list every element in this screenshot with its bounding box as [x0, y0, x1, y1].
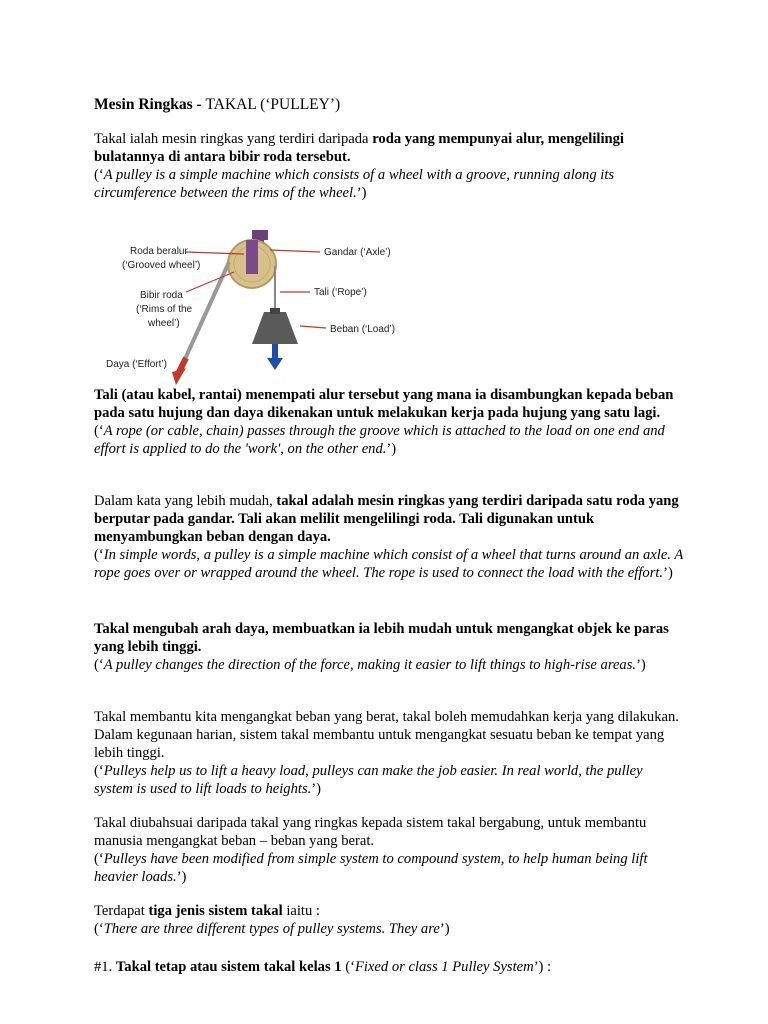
label-effort: Daya (‘Effort’): [106, 359, 167, 370]
paragraph-three-types: [94, 902, 684, 938]
leader-load: [300, 326, 326, 328]
p7-bold: tiga jenis sistem takal: [148, 903, 283, 919]
p1-text: Takal ialah mesin ringkas yang terdiri daripada: [94, 131, 373, 147]
p7-text-c: iaitu :: [282, 903, 320, 919]
p1-tr-open: (‘: [94, 167, 104, 183]
paragraph-heavy-load: [94, 708, 684, 798]
effort-arrow-shaft: [178, 358, 186, 374]
label-load: Beban (‘Load’): [330, 324, 396, 335]
label-rim: Bibir roda: [140, 290, 183, 301]
p5-tr-close: ’): [311, 781, 322, 797]
load-hook: [270, 308, 280, 314]
p3-text: Dalam kata yang lebih mudah,: [94, 493, 277, 509]
load-arrow-icon: [267, 358, 283, 370]
p7-text-a: Terdapat: [94, 903, 149, 919]
page-title: [94, 96, 340, 114]
paragraph-direction: [94, 620, 684, 674]
label-grooved-wheel-en: (‘Grooved wheel’): [122, 260, 201, 271]
p8-open: (‘: [341, 959, 355, 975]
paragraph-compound: [94, 814, 684, 886]
p4-translation: A pulley changes the direction of the force, making it easier to lift things to high-rise areas.: [103, 657, 637, 673]
p1-translation: A pulley is a simple machine which consists of a wheel with a groove, running along its circumference between the rims of the wheel.: [94, 167, 615, 201]
label-axle: Gandar (‘Axle’): [324, 247, 391, 258]
leader-rim: [186, 272, 234, 292]
load-weight-icon: [252, 312, 298, 344]
paragraph-type-1: [94, 958, 684, 976]
p8-close: ’) :: [533, 959, 552, 975]
paragraph-definition: [94, 130, 684, 202]
p4-tr-close: ’): [636, 657, 646, 673]
label-rim-en-1: (‘Rims of the: [136, 304, 193, 315]
p2-bold: Tali (atau kabel, rantai) menempati alur tersebut yang mana ia disambungkan kepada beban pada satu hujung dan daya dikenakan untuk melakukan kerja pada hujung yang satu lagi.: [94, 387, 674, 421]
p3-tr-close: ’): [663, 565, 673, 581]
p6-tr-open: (‘: [94, 851, 104, 867]
p6-tr-close: ’): [176, 869, 187, 885]
p3-translation: In simple words, a pulley is a simple machine which consist of a wheel that turns around an axle. A rope goes over or wrapped around the wheel. The rope is used to connect the load with the effort.: [94, 547, 683, 581]
p3-bold: takal adalah mesin ringkas yang terdiri daripada satu roda yang berputar pada gandar. Tali akan melilit mengelilingi roda. Tali digunakan untuk menyambungkan beban dengan daya.: [94, 493, 679, 545]
p8-number: #1.: [94, 959, 116, 975]
label-rope: Tali (‘Rope’): [314, 287, 367, 298]
p5-translation: Pulleys help us to lift a heavy load, pulleys can make the job easier. In real world, the pulley system is used to lift loads to heights.: [94, 763, 643, 797]
p3-tr-open: (‘: [94, 547, 104, 563]
p7-tr-close: ’): [439, 921, 450, 937]
p2-translation: A rope (or cable, chain) passes through the groove which is attached to the load on one end and effort is applied to do the 'work', on the other end.: [94, 423, 665, 457]
p4-tr-open: (‘: [94, 657, 104, 673]
p2-tr-open: (‘: [94, 423, 104, 439]
p4-bold: Takal mengubah arah daya, membuatkan ia lebih mudah untuk mengangkat objek ke paras yang lebih tinggi.: [94, 621, 669, 655]
p5-text: Takal membantu kita mengangkat beban yang berat, takal boleh memudahkan kerja yang dilakukan. Dalam kegunaan harian, sistem takal membantu untuk mengangkat sesuatu beban ke tempat yang lebih tinggi.: [94, 709, 679, 761]
p7-tr-open: (‘: [94, 921, 104, 937]
paragraph-simple-words: [94, 492, 684, 582]
p1-bold: roda yang mempunyai alur, mengelilingi bulatannya di antara bibir roda tersebut.: [94, 131, 624, 165]
p2-tr-close: ’): [386, 441, 397, 457]
p8-translation: Fixed or class 1 Pulley System: [354, 959, 534, 975]
paragraph-rope: [94, 386, 684, 458]
title-rest: TAKAL (‘PULLEY’): [205, 96, 341, 113]
p8-bold: Takal tetap atau sistem takal kelas 1: [115, 959, 342, 975]
label-rim-en-2: wheel’): [148, 318, 180, 329]
leader-axle: [270, 250, 320, 252]
rope-effort-side: [180, 262, 229, 370]
p6-translation: Pulleys have been modified from simple system to compound system, to help human being lift heavier loads.: [94, 851, 648, 885]
pulley-diagram: [94, 222, 424, 392]
p1-tr-close: ’): [356, 185, 367, 201]
p5-tr-open: (‘: [94, 763, 104, 779]
title-bold: Mesin Ringkas -: [94, 96, 206, 113]
p7-translation: There are three different types of pulley systems. They are: [103, 921, 440, 937]
label-grooved-wheel: Roda beralur: [130, 246, 188, 257]
p6-text: Takal diubahsuai daripada takal yang ringkas kepada sistem takal bergabung, untuk membantu manusia mengangkat beban – beban yang berat.: [94, 815, 647, 849]
axle-block: [246, 240, 258, 274]
